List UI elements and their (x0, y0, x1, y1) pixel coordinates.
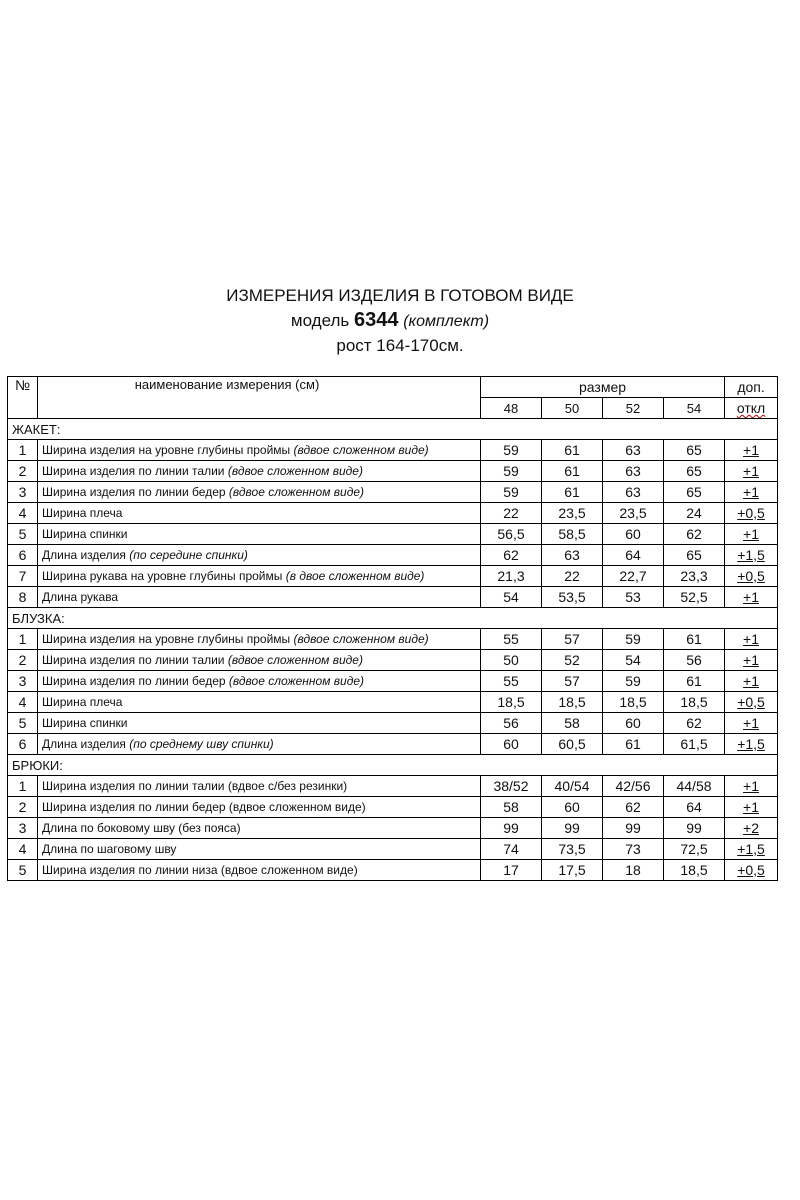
model-note: (комплект) (403, 313, 490, 330)
measurement-note: (вдвое сложенном виде) (293, 443, 429, 457)
tolerance-value (725, 482, 778, 503)
measurement-note: (вдвое сложенном виде) (227, 464, 363, 478)
size-value: 59 (481, 461, 542, 482)
measurement-note: (по среднему шву спинки) (129, 737, 274, 751)
measurement-name (38, 629, 481, 650)
measurement-name (38, 545, 481, 566)
row-number: 3 (8, 818, 38, 839)
section-title: БЛУЗКА: (8, 608, 778, 629)
tolerance-value (725, 713, 778, 734)
measurement-name (38, 860, 481, 881)
measurement-name-text: Длина изделия (42, 548, 126, 562)
size-value: 38/52 (481, 776, 542, 797)
size-value: 53 (603, 587, 664, 608)
size-value: 54 (481, 587, 542, 608)
tolerance-value-text: +1 (743, 526, 760, 542)
size-value: 22 (542, 566, 603, 587)
table-row (8, 776, 778, 797)
measurement-note: (вдвое сложенном виде) (227, 653, 363, 667)
size-value: 63 (603, 482, 664, 503)
size-value: 17 (481, 860, 542, 881)
measurement-name (38, 503, 481, 524)
table-row (8, 734, 778, 755)
tolerance-value (725, 587, 778, 608)
size-value: 99 (664, 818, 725, 839)
tolerance-value (725, 818, 778, 839)
size-value: 52,5 (664, 587, 725, 608)
height-range: рост 164-170см. (336, 336, 464, 355)
row-number: 1 (8, 776, 38, 797)
table-header-row-1 (8, 377, 778, 398)
tolerance-value-text: +2 (743, 820, 760, 836)
row-number: 3 (8, 671, 38, 692)
row-number: 7 (8, 566, 38, 587)
section-row (8, 608, 778, 629)
tolerance-header-bottom-text: откл (736, 400, 766, 416)
section-row (8, 755, 778, 776)
tolerance-value-text: +1 (743, 631, 760, 647)
size-value: 72,5 (664, 839, 725, 860)
size-value: 63 (542, 545, 603, 566)
size-54-header: 54 (664, 398, 725, 419)
tolerance-value (725, 650, 778, 671)
measurement-name (38, 797, 481, 818)
tolerance-value-text: +1,5 (737, 841, 765, 857)
tolerance-value-text: +0,5 (737, 862, 765, 878)
size-value: 59 (481, 482, 542, 503)
size-value: 56 (481, 713, 542, 734)
table-row (8, 797, 778, 818)
tolerance-value-text: +0,5 (737, 568, 765, 584)
document-title: ИЗМЕРЕНИЯ ИЗДЕЛИЯ В ГОТОВОМ ВИДЕ (226, 286, 574, 305)
row-number: 2 (8, 461, 38, 482)
size-value: 60,5 (542, 734, 603, 755)
tolerance-value (725, 860, 778, 881)
size-value: 74 (481, 839, 542, 860)
size-48-header: 48 (481, 398, 542, 419)
size-value: 62 (664, 524, 725, 545)
size-value: 60 (542, 797, 603, 818)
row-number: 5 (8, 713, 38, 734)
size-value: 55 (481, 671, 542, 692)
row-number: 3 (8, 482, 38, 503)
size-value: 99 (603, 818, 664, 839)
row-number: 4 (8, 503, 38, 524)
name-column-header-text: наименование измерения (см) (134, 377, 320, 392)
measurement-name-text: Ширина изделия на уровне глубины проймы (42, 443, 291, 457)
table-row (8, 545, 778, 566)
size-value: 58,5 (542, 524, 603, 545)
measurement-note: (вдвое сложенном виде) (293, 632, 429, 646)
tolerance-value (725, 440, 778, 461)
tolerance-value-text: +1 (743, 799, 760, 815)
measurement-name (38, 650, 481, 671)
size-value: 61 (542, 461, 603, 482)
model-line (0, 307, 800, 335)
tolerance-value-text: +0,5 (737, 505, 765, 521)
size-value: 64 (664, 797, 725, 818)
number-column-header: № (8, 377, 38, 419)
size-value: 44/58 (664, 776, 725, 797)
table-row (8, 839, 778, 860)
measurement-name (38, 440, 481, 461)
table-row (8, 482, 778, 503)
row-number: 4 (8, 692, 38, 713)
tolerance-value-text: +1,5 (737, 736, 765, 752)
row-number: 5 (8, 524, 38, 545)
size-value: 73 (603, 839, 664, 860)
row-number: 8 (8, 587, 38, 608)
tolerance-value (725, 734, 778, 755)
table-row (8, 671, 778, 692)
measurement-name (38, 524, 481, 545)
size-value: 18,5 (664, 692, 725, 713)
row-number: 2 (8, 650, 38, 671)
size-value: 61 (664, 629, 725, 650)
section-title: БРЮКИ: (8, 755, 778, 776)
size-value: 58 (481, 797, 542, 818)
measurement-name (38, 818, 481, 839)
size-value: 57 (542, 629, 603, 650)
measurement-name-text: Длина по шаговому шву (42, 842, 177, 856)
row-number: 1 (8, 440, 38, 461)
measurement-name-text: Ширина изделия по линии бедер (42, 485, 226, 499)
measurement-name-text: Длина по боковому шву (без пояса) (42, 821, 241, 835)
tolerance-value (725, 566, 778, 587)
measurement-name (38, 839, 481, 860)
size-value: 63 (603, 440, 664, 461)
table-row (8, 692, 778, 713)
size-value: 54 (603, 650, 664, 671)
measurement-name-text: Ширина изделия на уровне глубины проймы (42, 632, 291, 646)
size-value: 56 (664, 650, 725, 671)
measurement-name (38, 587, 481, 608)
measurement-note: (вдвое сложенном виде) (228, 485, 364, 499)
section-row (8, 419, 778, 440)
size-value: 22 (481, 503, 542, 524)
table-row (8, 713, 778, 734)
measurement-name-text: Ширина рукава на уровне глубины проймы (42, 569, 283, 583)
measurement-name (38, 734, 481, 755)
tolerance-value-text: +1,5 (737, 547, 765, 563)
size-value: 23,5 (603, 503, 664, 524)
size-value: 42/56 (603, 776, 664, 797)
size-value: 61,5 (664, 734, 725, 755)
table-row (8, 524, 778, 545)
size-value: 22,7 (603, 566, 664, 587)
tolerance-value (725, 797, 778, 818)
size-value: 65 (664, 545, 725, 566)
size-value: 62 (664, 713, 725, 734)
measurement-note: (вдвое сложенном виде) (228, 674, 364, 688)
size-value: 65 (664, 482, 725, 503)
tolerance-header-top: доп. (725, 377, 778, 398)
tolerance-value-text: +0,5 (737, 694, 765, 710)
size-value: 18,5 (603, 692, 664, 713)
tolerance-header-bottom (725, 398, 778, 419)
size-value: 18,5 (664, 860, 725, 881)
measurement-note: (в двое сложенном виде) (285, 569, 425, 583)
measurement-name-text: Ширина изделия по линии талии (вдвое с/без резинки) (42, 779, 348, 793)
row-number: 1 (8, 629, 38, 650)
tolerance-value-text: +1 (743, 484, 760, 500)
measurement-name-text: Длина рукава (42, 590, 119, 604)
tolerance-value (725, 692, 778, 713)
size-value: 50 (481, 650, 542, 671)
size-value: 60 (481, 734, 542, 755)
measurement-name (38, 713, 481, 734)
size-value: 73,5 (542, 839, 603, 860)
document-header (0, 285, 800, 357)
size-50-header: 50 (542, 398, 603, 419)
measurement-name-text: Ширина спинки (42, 527, 128, 541)
name-column-header (38, 377, 481, 419)
size-value: 61 (542, 482, 603, 503)
size-value: 99 (542, 818, 603, 839)
size-value: 55 (481, 629, 542, 650)
table-row (8, 587, 778, 608)
size-value: 59 (603, 629, 664, 650)
tolerance-value-text: +1 (743, 442, 760, 458)
measurement-name (38, 482, 481, 503)
size-value: 60 (603, 713, 664, 734)
tolerance-value (725, 671, 778, 692)
tolerance-value-text: +1 (743, 715, 760, 731)
tolerance-value-text: +1 (743, 778, 760, 794)
section-title: ЖАКЕТ: (8, 419, 778, 440)
size-value: 61 (542, 440, 603, 461)
table-row (8, 860, 778, 881)
table-row (8, 503, 778, 524)
size-value: 64 (603, 545, 664, 566)
size-value: 17,5 (542, 860, 603, 881)
size-value: 40/54 (542, 776, 603, 797)
size-value: 65 (664, 440, 725, 461)
size-value: 53,5 (542, 587, 603, 608)
size-value: 65 (664, 461, 725, 482)
row-number: 4 (8, 839, 38, 860)
size-value: 58 (542, 713, 603, 734)
table-row (8, 440, 778, 461)
tolerance-value (725, 545, 778, 566)
measurement-name-text: Ширина изделия по линии талии (42, 653, 225, 667)
size-value: 52 (542, 650, 603, 671)
size-value: 62 (481, 545, 542, 566)
row-number: 6 (8, 734, 38, 755)
row-number: 6 (8, 545, 38, 566)
table-row (8, 629, 778, 650)
size-value: 60 (603, 524, 664, 545)
size-value: 59 (481, 440, 542, 461)
row-number: 2 (8, 797, 38, 818)
size-value: 23,5 (542, 503, 603, 524)
table-row (8, 461, 778, 482)
tolerance-value-text: +1 (743, 673, 760, 689)
measurement-name (38, 776, 481, 797)
table-row (8, 650, 778, 671)
model-number: 6344 (353, 309, 399, 331)
tolerance-value-text: +1 (743, 463, 760, 479)
size-value: 23,3 (664, 566, 725, 587)
size-value: 62 (603, 797, 664, 818)
tolerance-value (725, 461, 778, 482)
size-value: 59 (603, 671, 664, 692)
size-value: 61 (664, 671, 725, 692)
size-value: 18,5 (481, 692, 542, 713)
measurement-name (38, 461, 481, 482)
measurement-name-text: Длина изделия (42, 737, 126, 751)
tolerance-value (725, 629, 778, 650)
size-value: 57 (542, 671, 603, 692)
measurement-name (38, 692, 481, 713)
measurement-name-text: Ширина изделия по линии бедер (42, 674, 226, 688)
tolerance-value (725, 503, 778, 524)
measurement-name (38, 671, 481, 692)
tolerance-value-text: +1 (743, 589, 760, 605)
size-52-header: 52 (603, 398, 664, 419)
tolerance-value-text: +1 (743, 652, 760, 668)
measurement-note: (по середине спинки) (129, 548, 248, 562)
tolerance-value (725, 839, 778, 860)
measurement-name-text: Ширина изделия по линии талии (42, 464, 225, 478)
size-value: 18,5 (542, 692, 603, 713)
row-number: 5 (8, 860, 38, 881)
measurement-name-text: Ширина плеча (42, 695, 123, 709)
table-row (8, 818, 778, 839)
size-value: 18 (603, 860, 664, 881)
measurement-name-text: Ширина изделия по линии бедер (вдвое сложенном виде) (42, 800, 366, 814)
measurement-name-text: Ширина изделия по линии низа (вдвое сложенном виде) (42, 863, 358, 877)
tolerance-value (725, 524, 778, 545)
size-value: 56,5 (481, 524, 542, 545)
size-column-header: размер (481, 377, 725, 398)
size-value: 61 (603, 734, 664, 755)
measurement-name-text: Ширина плеча (42, 506, 123, 520)
measurement-name (38, 566, 481, 587)
measurement-name-text: Ширина спинки (42, 716, 128, 730)
table-row (8, 566, 778, 587)
model-label: модель (290, 311, 350, 330)
tolerance-value (725, 776, 778, 797)
size-value: 63 (603, 461, 664, 482)
size-value: 24 (664, 503, 725, 524)
size-value: 21,3 (481, 566, 542, 587)
size-value: 99 (481, 818, 542, 839)
measurements-table (7, 376, 778, 881)
